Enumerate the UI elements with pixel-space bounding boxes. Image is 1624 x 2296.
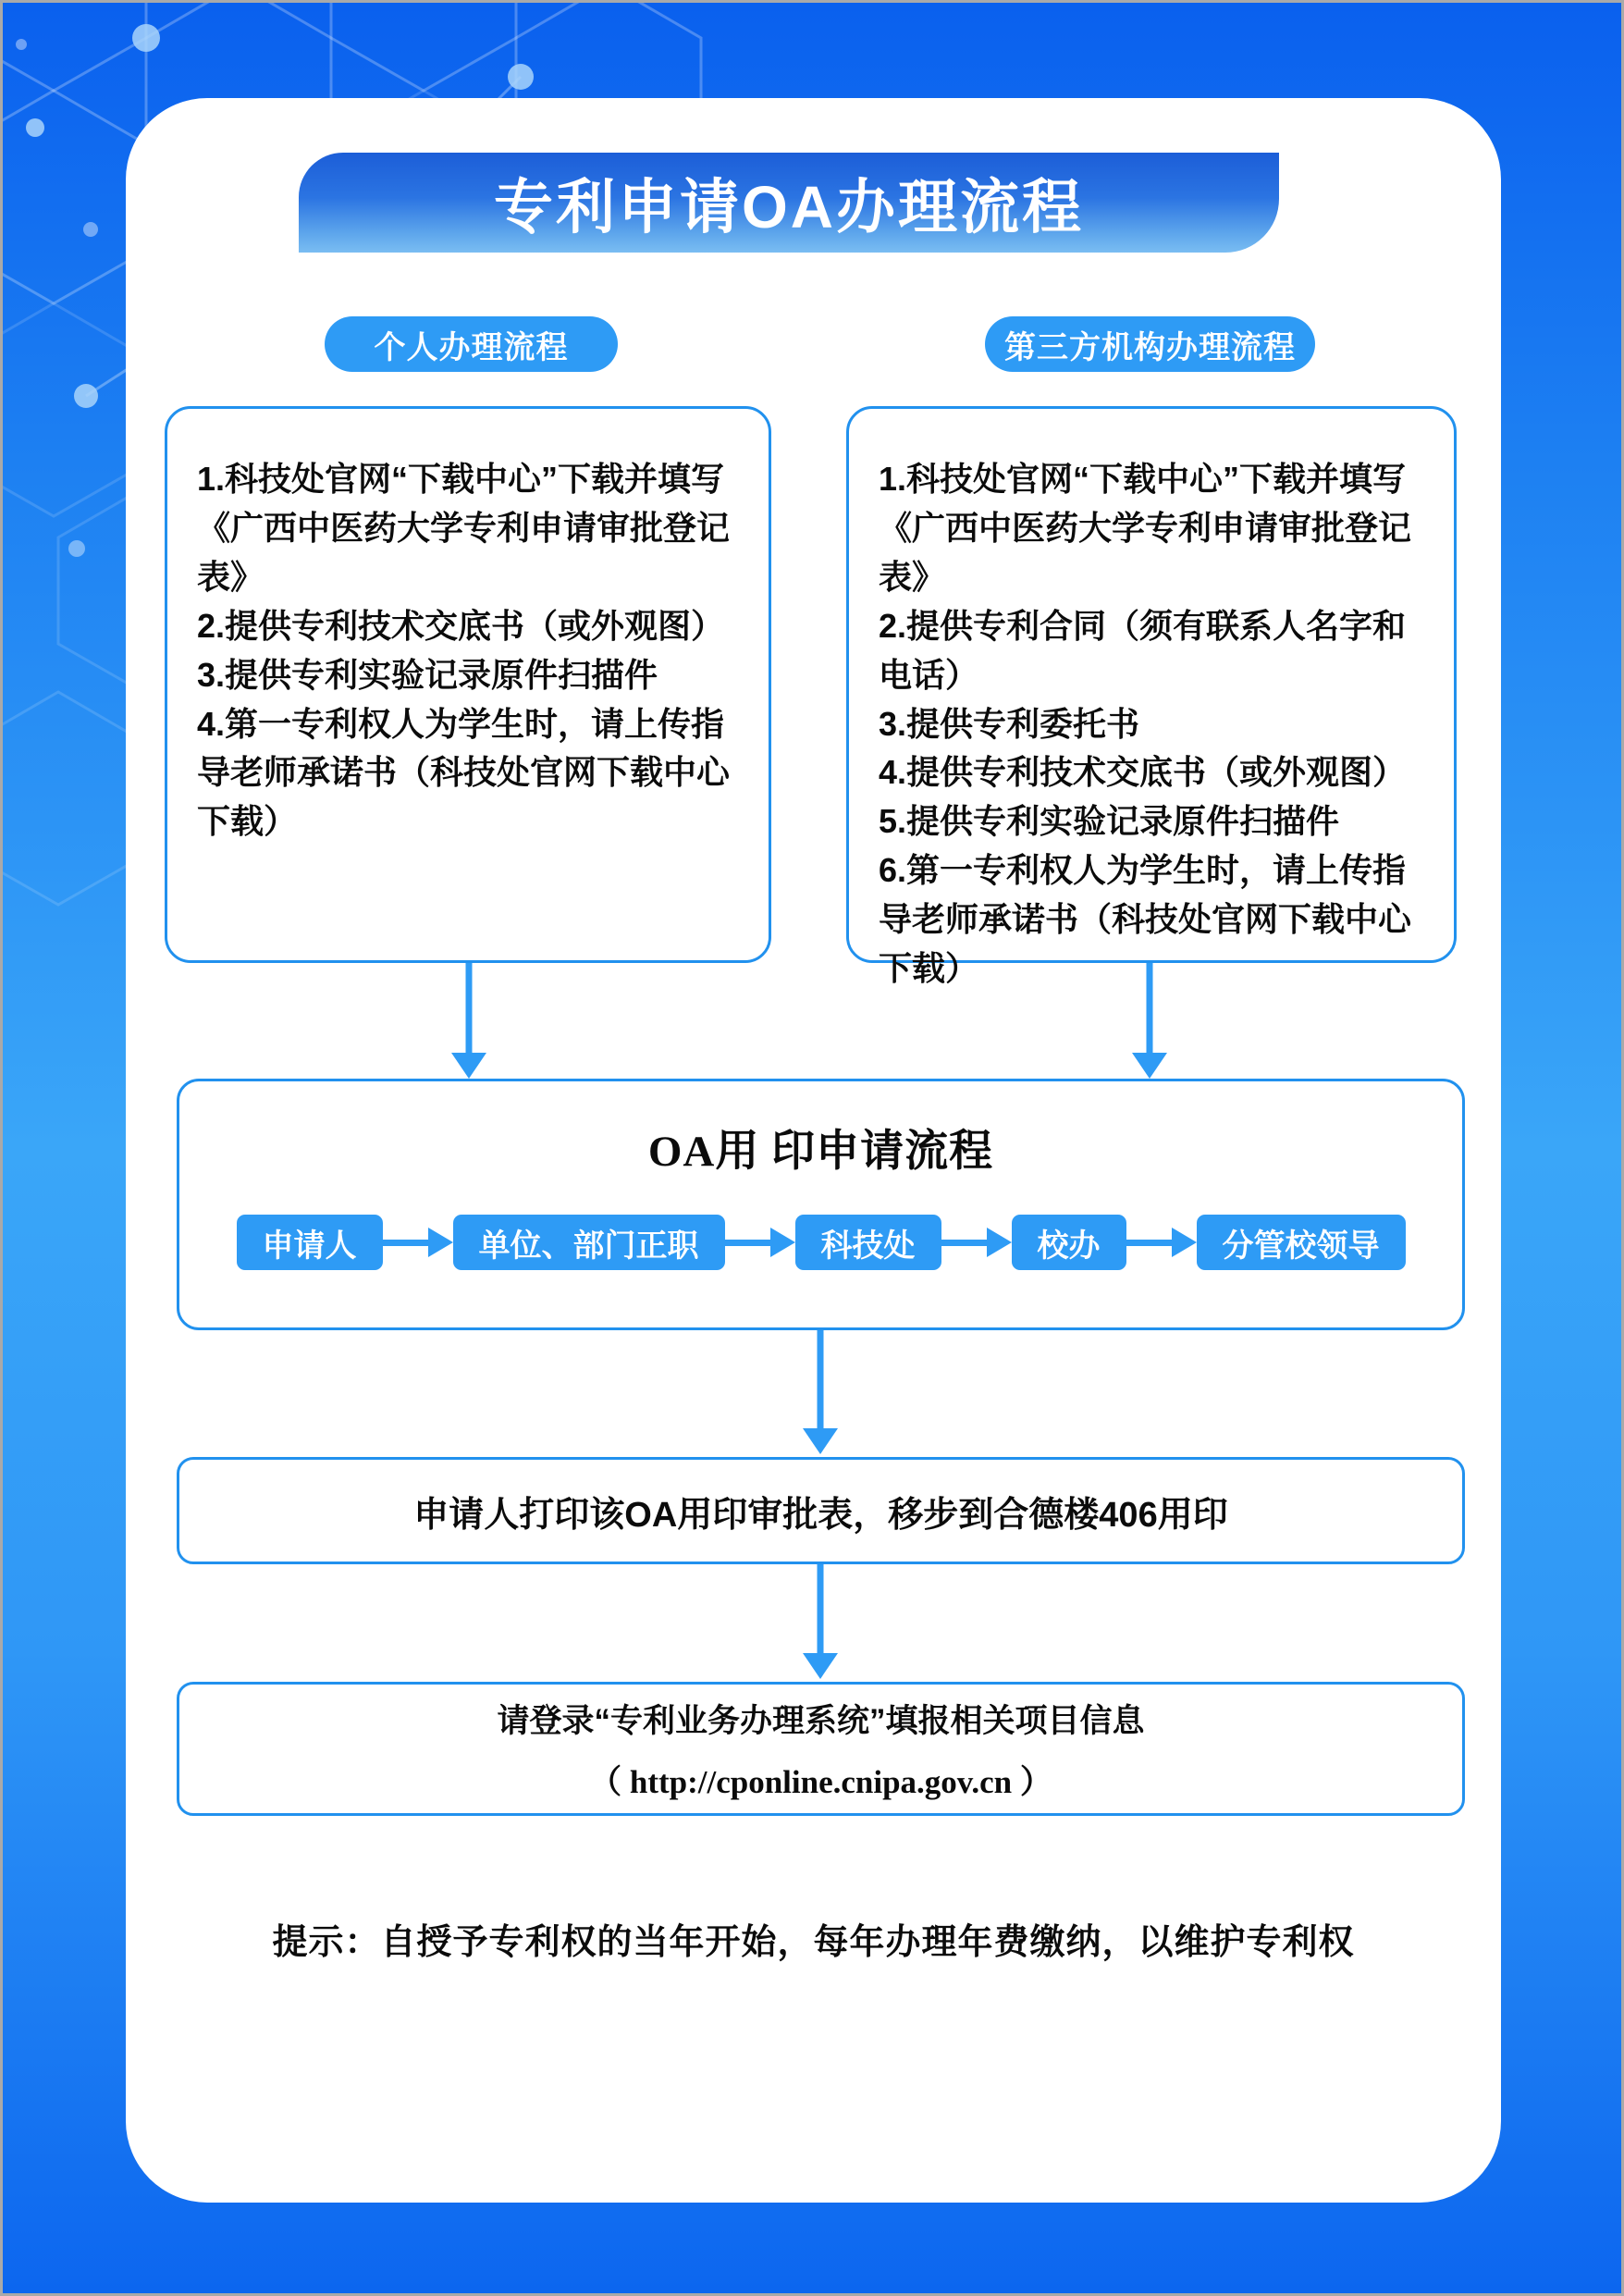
flow-step-applicant: 申请人 [237, 1215, 383, 1270]
list-item: 2.提供专利合同（须有联系人名字和电话） [879, 606, 1407, 694]
list-item: 1.科技处官网“下载中心”下载并填写《广西中医药大学专利申请审批登记表》 [879, 460, 1412, 596]
list-item: 2.提供专利技术交底书（或外观图） [197, 606, 725, 645]
oa-seal-application-flow-box [177, 1079, 1465, 1330]
right-arrow-icon [725, 1215, 795, 1270]
oa-flow-steps-row [179, 1215, 1462, 1270]
flow-step-sci-tech-office: 科技处 [795, 1215, 941, 1270]
down-arrow-icon [803, 1564, 838, 1679]
down-arrow-icon [1132, 963, 1167, 1079]
list-item: 6.第一专利权人为学生时，请上传指导老师承诺书（科技处官网下载中心下载） [879, 851, 1412, 988]
down-arrow-icon [451, 963, 486, 1079]
list-item: 5.提供专利实验记录原件扫描件 [879, 802, 1340, 841]
flow-step-school-leader: 分管校领导 [1197, 1215, 1406, 1270]
print-approval-form-text: 申请人打印该OA用印审批表，移步到合德楼406用印 [413, 1495, 1228, 1535]
login-instruction-text: 请登录“专利业务办理系统”填报相关项目信息 [497, 1702, 1145, 1739]
print-approval-form-box [177, 1457, 1465, 1564]
third-party-process-label: 第三方机构办理流程 [985, 316, 1315, 372]
right-arrow-icon [941, 1215, 1012, 1270]
page-title: 专利申请OA办理流程 [494, 174, 1084, 241]
title-banner [299, 153, 1279, 253]
oa-flow-title: OA用 印申请流程 [647, 1128, 994, 1176]
flow-step-department-head: 单位、部门正职 [453, 1215, 725, 1270]
list-item: 4.第一专利权人为学生时，请上传指导老师承诺书（科技处官网下载中心下载） [197, 704, 731, 841]
patent-system-login-box [177, 1682, 1465, 1816]
personal-requirements-box [165, 406, 771, 963]
flow-step-school-office: 校办 [1012, 1215, 1126, 1270]
personal-process-label: 个人办理流程 [325, 316, 618, 372]
right-arrow-icon [1126, 1215, 1197, 1270]
content-card [126, 98, 1501, 2203]
down-arrow-icon [803, 1330, 838, 1454]
right-arrow-icon [383, 1215, 453, 1270]
list-item: 4.提供专利技术交底书（或外观图） [879, 753, 1407, 792]
patent-system-url: （ http://cponline.cnipa.gov.cn ） [589, 1763, 1052, 1800]
list-item: 3.提供专利委托书 [879, 704, 1140, 743]
third-party-requirements-box [846, 406, 1457, 988]
list-item: 1.科技处官网“下载中心”下载并填写《广西中医药大学专利申请审批登记表》 [197, 460, 731, 596]
list-item: 3.提供专利实验记录原件扫描件 [197, 655, 658, 694]
annual-fee-hint-text: 提示：自授予专利权的当年开始，每年办理年费缴纳，以维护专利权 [272, 1923, 1355, 1962]
